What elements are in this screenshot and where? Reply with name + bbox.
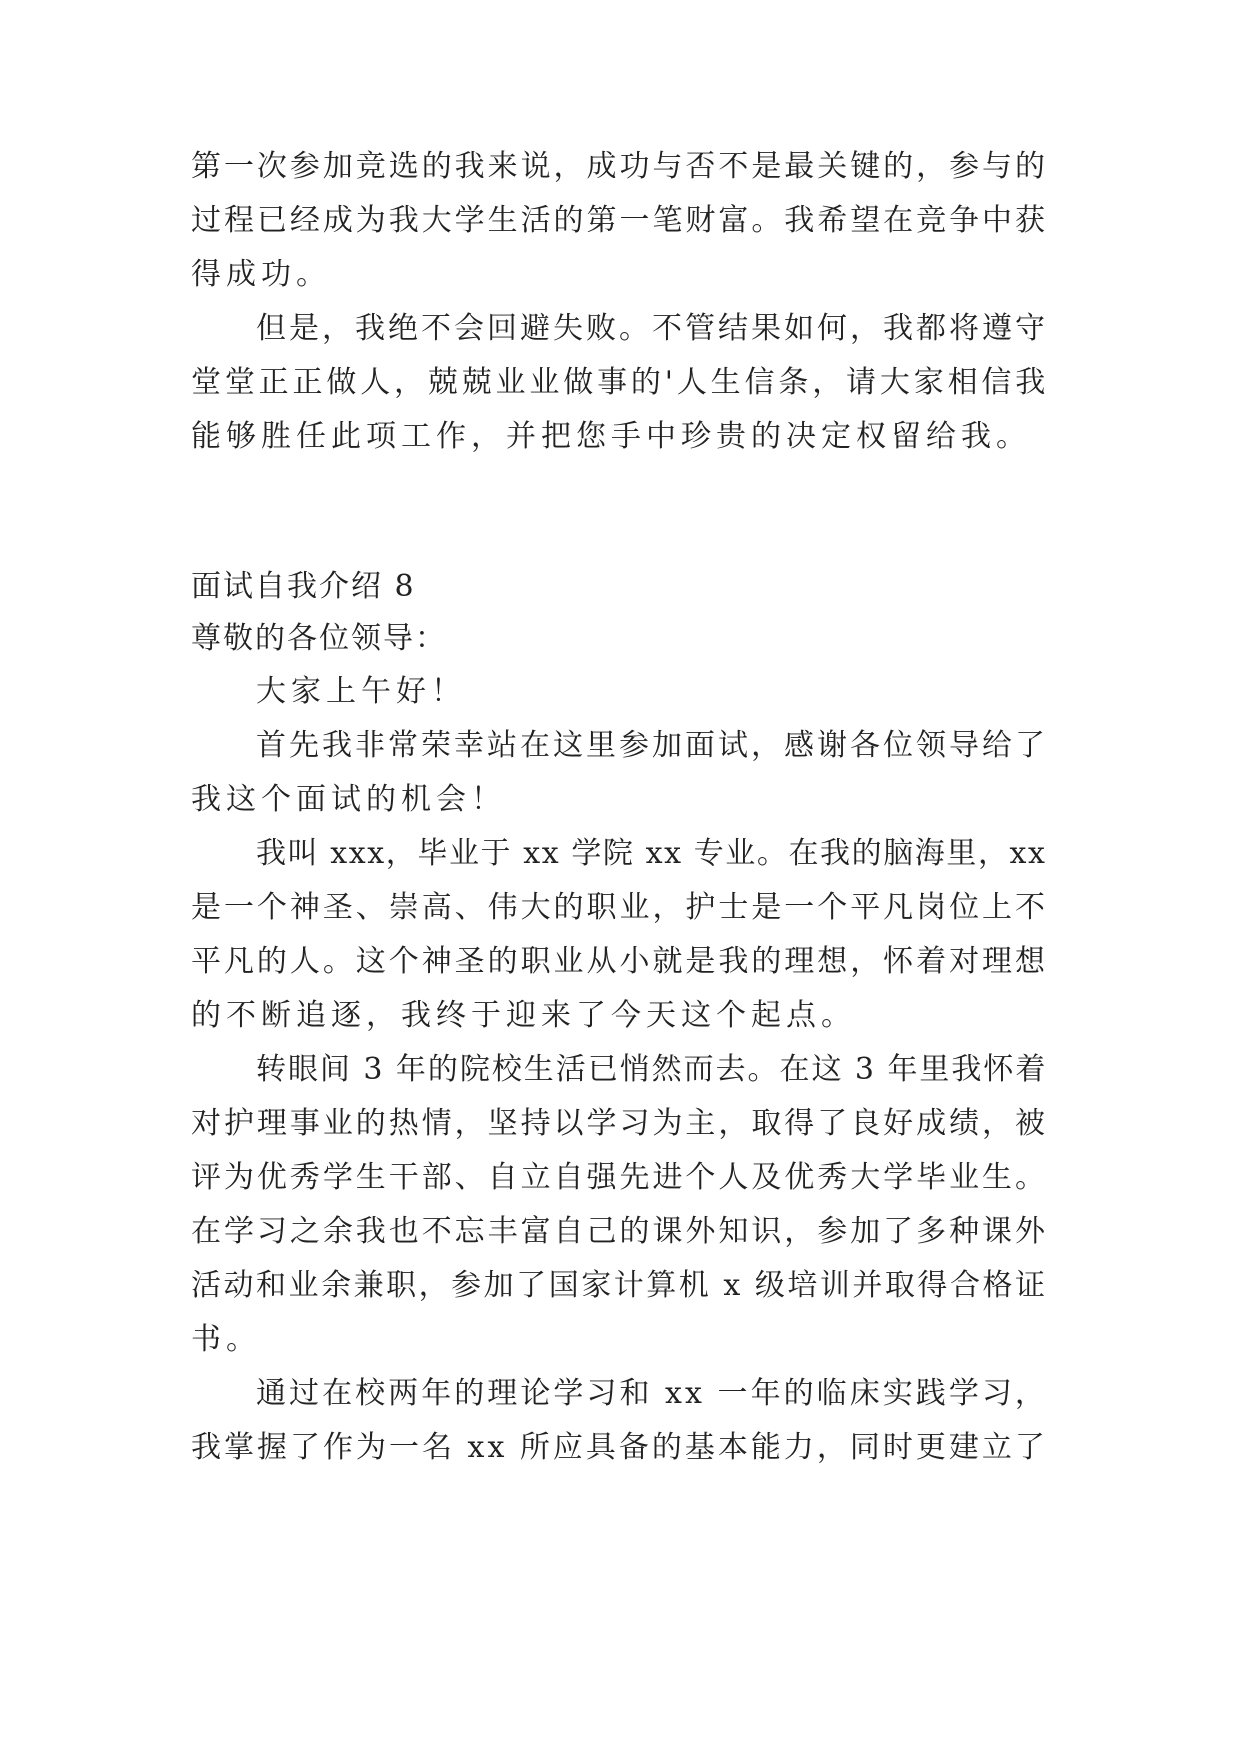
text-line: 的不断追逐，我终于迎来了今天这个起点。 [191,998,856,1033]
text-line: 我叫 xxx，毕业于 xx 学院 xx 专业。在我的脑海里，xx [256,836,1047,871]
text-line: 在学习之余我也不忘丰富自己的课外知识，参加了多种课外 [191,1214,1048,1249]
text-line: 第一次参加竞选的我来说，成功与否不是最关键的，参与的 [191,149,1048,184]
text-line: 对护理事业的热情，坚持以学习为主，取得了良好成绩，被 [191,1106,1048,1141]
text-line: 转眼间 3 年的院校生活已悄然而去。在这 3 年里我怀着 [256,1052,1048,1087]
text-line: 过程已经成为我大学生活的第一笔财富。我希望在竞争中获 [191,203,1048,238]
text-line: 但是，我绝不会回避失败。不管结果如何，我都将遵守 [256,311,1048,346]
text-line: 平凡的人。这个神圣的职业从小就是我的理想，怀着对理想 [191,944,1048,979]
text-line: 得成功。 [191,257,331,292]
text-line: 书。 [191,1322,261,1357]
text-line: 是一个神圣、崇高、伟大的职业，护士是一个平凡岗位上不 [191,890,1048,925]
text-line: 能够胜任此项工作，并把您手中珍贵的决定权留给我。 [191,419,1031,454]
text-line: 评为优秀学生干部、自立自强先进个人及优秀大学毕业生。 [191,1160,1048,1195]
salutation: 尊敬的各位领导： [191,621,447,656]
text-line: 堂堂正正做人，兢兢业业做事的'人生信条，请大家相信我 [191,365,1050,400]
text-line: 首先我非常荣幸站在这里参加面试，感谢各位领导给了 [256,728,1048,763]
text-line: 通过在校两年的理论学习和 xx 一年的临床实践学习， [256,1376,1048,1411]
text-line: 我这个面试的机会！ [191,782,506,817]
text-line: 活动和业余兼职，参加了国家计算机 x 级培训并取得合格证 [191,1268,1048,1303]
greeting: 大家上午好！ [256,674,466,709]
section-title: 面试自我介绍 8 [191,569,416,604]
text-line: 我掌握了作为一名 xx 所应具备的基本能力，同时更建立了 [191,1430,1048,1465]
